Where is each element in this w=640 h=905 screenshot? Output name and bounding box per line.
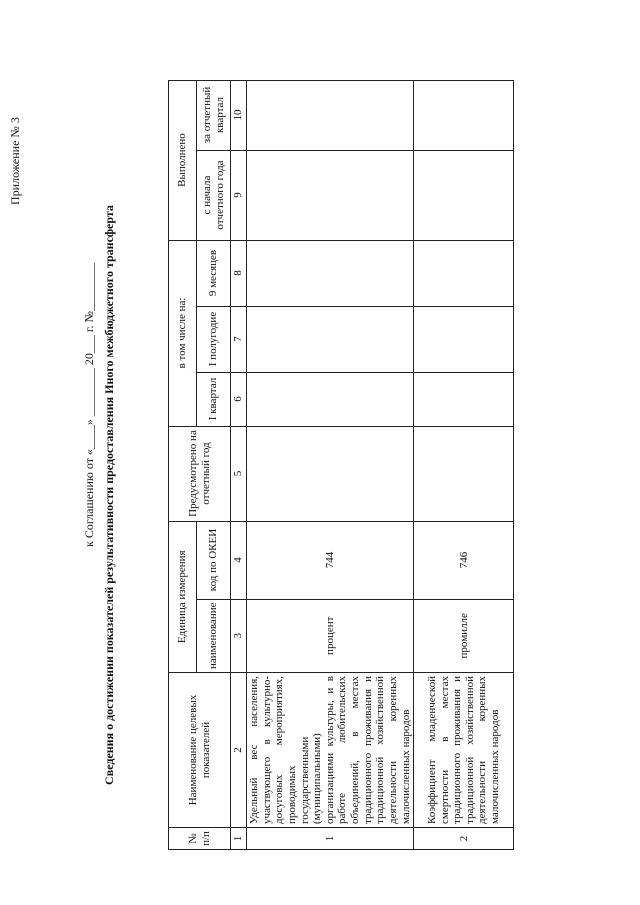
9months-value[interactable] <box>247 240 414 306</box>
header-9months: 9 месяцев <box>197 240 231 306</box>
index-cell: 2 <box>231 673 247 828</box>
unit-code: 744 <box>247 521 414 599</box>
indicators-table <box>168 80 514 850</box>
table-row <box>414 80 514 849</box>
header-done-ytd: с начала отчетного года <box>197 150 231 240</box>
table-row <box>247 80 414 849</box>
q1-value[interactable] <box>414 372 514 426</box>
indicator-name: Удельный вес населения, участвующего в культурно-досуговых мероприятиях, проводимых государственными (муниципальными) организациями культуры, и в работе любительских объединений, в местах традиционного проживания и традиционной хозяйственной деятельности коренных малочисленных народов <box>247 673 414 828</box>
index-cell: 7 <box>231 306 247 372</box>
index-cell: 5 <box>231 426 247 521</box>
index-cell: 6 <box>231 372 247 426</box>
header-q1: I квартал <box>197 372 231 426</box>
header-done-group: Выполнено <box>169 80 197 240</box>
planned-value[interactable] <box>247 426 414 521</box>
row-number: 1 <box>247 828 414 850</box>
header-done-quarter: за отчетный квартал <box>197 80 231 150</box>
appendix-label: Приложение № 3 <box>8 117 22 205</box>
index-cell: 8 <box>231 240 247 306</box>
indicator-name: Коэффициент младенческой смертности в местах традиционного проживания и традиционной хозяйственной деятельности коренных малочисленных народов <box>414 673 514 828</box>
h1-value[interactable] <box>247 306 414 372</box>
row-number: 2 <box>414 828 514 850</box>
done-quarter-value[interactable] <box>414 80 514 150</box>
unit-name: процент <box>247 599 414 672</box>
header-h1: I полугодие <box>197 306 231 372</box>
index-cell: 4 <box>231 521 247 599</box>
document-title: Сведения о достижении показателей результативности предоставления Иного межбюджетного трансферта <box>102 205 116 785</box>
done-ytd-value[interactable] <box>247 150 414 240</box>
header-unit-group: Единица измерения <box>169 521 197 672</box>
header-including-group: в том числе на: <box>169 240 197 426</box>
q1-value[interactable] <box>247 372 414 426</box>
index-cell: 9 <box>231 150 247 240</box>
unit-name: промилле <box>414 599 514 672</box>
header-indicator-name: Наименование целевых показателей <box>169 673 231 828</box>
done-ytd-value[interactable] <box>414 150 514 240</box>
planned-value[interactable] <box>414 426 514 521</box>
done-quarter-value[interactable] <box>247 80 414 150</box>
index-cell: 1 <box>231 828 247 850</box>
header-num: № п/п <box>169 828 231 850</box>
header-unit-code: код по ОКЕИ <box>197 521 231 599</box>
unit-code: 746 <box>414 521 514 599</box>
index-cell: 3 <box>231 599 247 672</box>
column-index-row <box>231 80 247 849</box>
index-cell: 10 <box>231 80 247 150</box>
agreement-reference: к Соглашению от «____» ________ 20___ г. №________ <box>82 263 96 547</box>
h1-value[interactable] <box>414 306 514 372</box>
9months-value[interactable] <box>414 240 514 306</box>
header-unit-name: наименование <box>197 599 231 672</box>
rotated-landscape-content <box>0 45 600 905</box>
header-planned: Предусмотрено на отчетный год <box>169 426 231 521</box>
